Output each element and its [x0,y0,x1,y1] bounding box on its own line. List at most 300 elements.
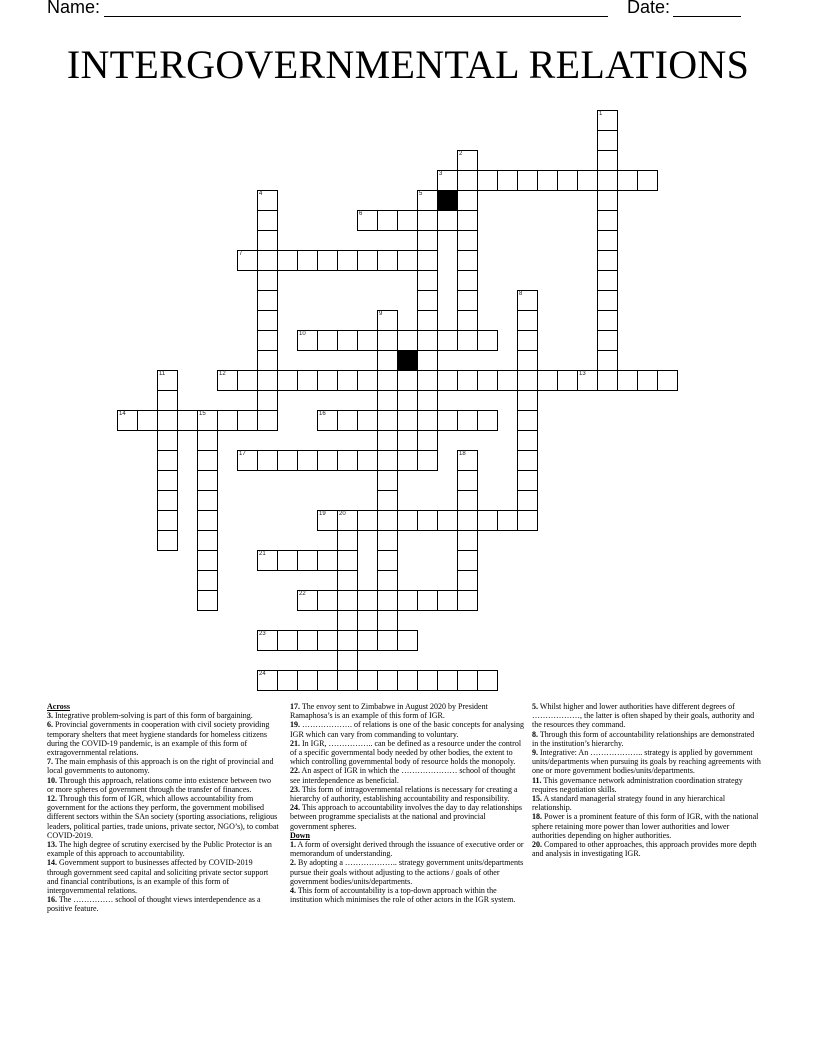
grid-cell[interactable] [437,410,458,431]
grid-cell[interactable] [357,590,378,611]
clue-item [290,886,524,904]
grid-cell[interactable] [297,630,318,651]
grid-cell[interactable] [457,550,478,571]
grid-cell[interactable] [457,270,478,291]
grid-cell[interactable] [477,670,498,691]
grid-cell[interactable] [377,630,398,651]
grid-cell[interactable] [417,590,438,611]
grid-cell[interactable] [257,290,278,311]
grid-cell[interactable] [597,130,618,151]
grid-cell[interactable] [377,490,398,511]
clue-number: 12 [219,371,226,377]
grid-cell[interactable] [417,370,438,391]
grid-cell[interactable] [337,570,358,591]
grid-cell[interactable] [597,170,618,191]
grid-cell[interactable] [457,210,478,231]
grid-cell[interactable] [457,490,478,511]
grid-cell[interactable] [517,350,538,371]
clue-number: 17 [239,451,246,457]
across-heading: Across [47,702,70,711]
grid-cell[interactable] [617,370,638,391]
grid-cell[interactable] [357,250,378,271]
grid-cell[interactable] [297,370,318,391]
grid-cell[interactable] [177,410,198,431]
grid-cell[interactable] [257,250,278,271]
grid-cell[interactable] [597,370,618,391]
grid-cell[interactable] [257,270,278,291]
clue-item-number: 16. [47,895,57,905]
grid-cell[interactable] [377,590,398,611]
grid-cell[interactable] [417,230,438,251]
clue-item-text: Through this form of IGR, which allows accountability from government for the actions they perform, the government mobilised different sectors within the SAn society (sporting associations, religious leaders, political parties, trade unions, private sector, NGO’s), to combat COVID-2019. [47,794,279,840]
grid-cell[interactable] [357,510,378,531]
grid-cell[interactable] [257,230,278,251]
clue-item [532,776,762,794]
clue-item-text: Through this form of accountability relationships are demonstrated in the institution’s hierarchy. [532,729,755,748]
clue-number: 13 [579,371,586,377]
down-clues-part-1 [290,840,524,904]
clue-number: 8 [519,291,523,297]
grid-cell[interactable] [337,590,358,611]
clue-number: 19 [319,511,326,517]
clue-item-number: 11. [532,775,542,785]
grid-cell[interactable] [257,310,278,331]
clue-item [47,840,279,858]
grid-cell[interactable] [257,330,278,351]
grid-cell[interactable] [457,330,478,351]
clue-item-number: 15. [532,794,542,804]
clue-item-number: 14. [47,858,57,868]
puzzle-title: INTERGOVERNMENTAL RELATIONS [66,42,750,87]
grid-cell[interactable] [417,330,438,351]
grid-cell[interactable] [337,650,358,671]
grid-cell[interactable] [657,370,678,391]
grid-cell[interactable] [437,370,458,391]
clue-item-number: 17. [290,702,300,711]
clue-item [290,803,524,831]
grid-cell[interactable] [497,370,518,391]
grid-cell[interactable] [437,590,458,611]
grid-cell[interactable] [377,450,398,471]
grid-cell[interactable] [517,410,538,431]
clue-item-text: This governance network administration coordination strategy requires negotiation skills. [532,775,743,794]
grid-cell[interactable] [597,250,618,271]
clue-item [47,858,279,895]
grid-cell[interactable] [457,410,478,431]
clue-number: 10 [299,331,306,337]
grid-cell[interactable] [437,670,458,691]
grid-cell[interactable] [417,670,438,691]
clue-item-text: A form of oversight derived through the issuance of executive order or memorandum of understanding. [290,840,524,859]
grid-cell[interactable] [317,250,338,271]
grid-cell[interactable] [437,330,458,351]
clue-item-number: 13. [47,840,57,850]
clue-number: 18 [459,451,466,457]
grid-cell[interactable] [637,370,658,391]
clue-number: 9 [379,311,383,317]
clue-item-number: 21. [290,738,300,748]
clues-column-2 [290,702,524,904]
grid-cell[interactable] [397,590,418,611]
clue-item [290,720,524,738]
black-square [397,350,418,371]
clue-item-number: 22. [290,766,300,776]
clue-item [532,702,762,730]
clue-item-number: 3. [47,711,53,721]
clues-column-3 [532,702,762,858]
grid-cell[interactable] [557,370,578,391]
grid-cell[interactable] [397,370,418,391]
clue-item [290,840,524,858]
clue-number: 1 [599,111,603,117]
grid-cell[interactable] [317,450,338,471]
grid-cell[interactable] [397,670,418,691]
clue-number: 15 [199,411,206,417]
grid-cell[interactable] [397,450,418,471]
clue-item-number: 4. [290,886,296,896]
grid-cell[interactable] [597,330,618,351]
grid-cell[interactable] [377,430,398,451]
grid-cell[interactable] [157,510,178,531]
grid-cell[interactable] [417,510,438,531]
grid-cell[interactable] [457,290,478,311]
grid-cell[interactable] [517,310,538,331]
grid-cell[interactable] [417,450,438,471]
grid-cell[interactable] [397,510,418,531]
grid-cell[interactable] [357,410,378,431]
grid-cell[interactable] [417,390,438,411]
grid-cell[interactable] [257,210,278,231]
clue-item [290,766,524,784]
grid-cell[interactable] [417,210,438,231]
grid-cell[interactable] [517,430,538,451]
clue-item-text: Government support to businesses affected by COVID-2019 through government seed capital and soliciting private sector support and financial contributions, is an example of this form of intergovernmental relations. [47,858,269,896]
clue-number: 6 [359,211,363,217]
grid-cell[interactable] [197,590,218,611]
grid-cell[interactable] [417,410,438,431]
clue-item-number: 1. [290,840,296,850]
grid-cell[interactable] [637,170,658,191]
grid-cell[interactable] [457,310,478,331]
grid-cell[interactable] [157,430,178,451]
grid-cell[interactable] [197,470,218,491]
grid-cell[interactable] [397,410,418,431]
grid-cell[interactable] [277,550,298,571]
grid-cell[interactable] [597,230,618,251]
grid-cell[interactable] [157,530,178,551]
clue-item [532,840,762,858]
grid-cell[interactable] [397,210,418,231]
grid-cell[interactable] [297,670,318,691]
grid-cell[interactable] [377,350,398,371]
grid-cell[interactable] [377,370,398,391]
grid-cell[interactable] [277,450,298,471]
clue-item-text: Power is a prominent feature of this form of IGR, with the national sphere retaining more power than lower authorities and lower authorities depending on higher authorities. [532,812,759,840]
grid-cell[interactable] [377,510,398,531]
grid-cell[interactable] [337,410,358,431]
grid-cell[interactable] [617,170,638,191]
grid-cell[interactable] [357,630,378,651]
grid-cell[interactable] [597,310,618,331]
grid-cell[interactable] [377,670,398,691]
grid-cell[interactable] [297,450,318,471]
grid-cell[interactable] [357,670,378,691]
clue-item-number: 12. [47,794,57,804]
clue-number: 11 [159,371,166,377]
grid-cell[interactable] [457,590,478,611]
clue-item [290,739,524,767]
clue-item-number: 7. [47,757,53,767]
grid-cell[interactable] [397,330,418,351]
grid-cell[interactable] [497,510,518,531]
grid-cell[interactable] [337,670,358,691]
grid-cell[interactable] [537,370,558,391]
grid-cell[interactable] [497,170,518,191]
clue-item-text: Whilst higher and lower authorities have different degrees of ………………, the latter is often shaped by their goals, authority and the resources they command. [532,702,755,730]
clue-item-text: The envoy sent to Zimbabwe in August 2020 by President Ramaphosa’s is an example of this form of IGR. [290,702,488,721]
clue-item [290,785,524,803]
name-label: Name: [47,0,101,17]
clue-item-text: This form of intragovernmental relations is necessary for creating a hierarchy of authority, establishing accountability and responsibility. [290,784,518,804]
grid-cell[interactable] [377,250,398,271]
grid-cell[interactable] [257,450,278,471]
clue-item-number: 6. [47,720,53,730]
grid-cell[interactable] [597,190,618,211]
grid-cell[interactable] [517,390,538,411]
clue-item [47,794,279,840]
grid-cell[interactable] [377,390,398,411]
grid-cell[interactable] [457,190,478,211]
grid-cell[interactable] [377,550,398,571]
grid-cell[interactable] [417,250,438,271]
grid-cell[interactable] [197,490,218,511]
grid-cell[interactable] [157,450,178,471]
clue-item-number: 24. [290,803,300,813]
grid-cell[interactable] [277,370,298,391]
grid-cell[interactable] [457,250,478,271]
clue-item [290,702,524,720]
clue-item-number: 23. [290,784,300,794]
grid-cell[interactable] [237,370,258,391]
grid-cell[interactable] [337,550,358,571]
clue-item [290,858,524,886]
clue-item [47,776,279,794]
grid-cell[interactable] [337,250,358,271]
grid-cell[interactable] [377,530,398,551]
grid-cell[interactable] [257,350,278,371]
clue-item [532,794,762,812]
grid-cell[interactable] [157,490,178,511]
grid-cell[interactable] [417,350,438,371]
grid-cell[interactable] [357,370,378,391]
grid-cell[interactable] [197,550,218,571]
grid-cell[interactable] [257,370,278,391]
grid-cell[interactable] [197,510,218,531]
clue-item [532,812,762,840]
grid-cell[interactable] [477,170,498,191]
grid-cell[interactable] [377,570,398,591]
clue-item-text: By adopting a ……………….. strategy government units/departments pursue their goals without adjusting to the actions / goals of other government bodies/units/departments. [290,858,524,886]
across-clues-part-1 [47,711,279,913]
grid-cell[interactable] [377,330,398,351]
grid-cell[interactable] [517,450,538,471]
grid-cell[interactable] [457,570,478,591]
grid-cell[interactable] [457,530,478,551]
clue-item-number: 8. [532,729,538,739]
grid-cell[interactable] [577,170,598,191]
date-label: Date: [627,0,671,17]
clue-number: 23 [259,631,266,637]
grid-cell[interactable] [297,550,318,571]
clue-item [47,895,279,913]
clue-item-text: The high degree of scrutiny exercised by the Public Protector is an example of this approach to accountability. [47,840,272,859]
grid-cell[interactable] [517,170,538,191]
grid-cell[interactable] [397,250,418,271]
clue-item-number: 9. [532,748,538,758]
grid-cell[interactable] [337,630,358,651]
grid-cell[interactable] [237,410,258,431]
clue-item-number: 5. [532,702,538,711]
grid-cell[interactable] [517,470,538,491]
clue-item-number: 20. [532,840,542,850]
grid-cell[interactable] [377,210,398,231]
grid-cell[interactable] [217,410,238,431]
grid-cell[interactable] [597,150,618,171]
clue-item [532,748,762,776]
clue-item-text: Through this approach, relations come into existence between two or more spheres of government through the transfer of finances. [47,775,272,794]
grid-cell[interactable] [317,330,338,351]
down-clues-part-2 [532,702,762,858]
clue-item-text: This approach to accountability involves the day to day relationships between programme specialists at the national and provincial government spheres. [290,803,523,831]
clue-number: 16 [319,411,326,417]
across-clues-part-2 [290,702,524,831]
grid-cell[interactable] [437,210,458,231]
grid-cell[interactable] [417,270,438,291]
clue-item [532,730,762,748]
grid-cell[interactable] [137,410,158,431]
clue-item-number: 19. [290,720,300,730]
grid-cell[interactable] [197,430,218,451]
clue-item-text: Integrative: An ……………….. strategy is applied by government units/departments when pursuing its goals by reaching agreements with one or more government bodies/units/departments. [532,748,761,776]
grid-cell[interactable] [517,510,538,531]
grid-cell[interactable] [277,670,298,691]
clue-item-number: 10. [47,775,57,785]
grid-cell[interactable] [157,410,178,431]
grid-cell[interactable] [277,250,298,271]
grid-cell[interactable] [457,230,478,251]
clues-column-1 [47,702,279,914]
grid-cell[interactable] [377,410,398,431]
grid-cell[interactable] [197,530,218,551]
grid-cell[interactable] [597,290,618,311]
clue-item-text: ………………. of relations is one of the basic concepts for analysing IGR which can vary from commanding to voluntary. [290,720,524,739]
clue-number: 3 [439,171,443,177]
clue-number: 20 [339,511,346,517]
clue-item-text: An aspect of IGR in which the ………………… school of thought see interdependence as beneficial. [290,766,516,785]
clue-item [47,720,279,757]
grid-cell[interactable] [477,370,498,391]
clue-item-text: This form of accountability is a top-down approach within the institution which minimises the role of other actors in the IGR system. [290,886,516,905]
clue-number: 5 [419,191,423,197]
grid-cell[interactable] [337,610,358,631]
grid-cell[interactable] [457,670,478,691]
grid-cell[interactable] [317,590,338,611]
grid-cell[interactable] [337,530,358,551]
grid-cell[interactable] [417,430,438,451]
grid-cell[interactable] [457,170,478,191]
grid-cell[interactable] [477,510,498,531]
grid-cell[interactable] [537,170,558,191]
clue-number: 22 [299,591,306,597]
clue-item-number: 2. [290,858,296,868]
grid-cell[interactable] [457,470,478,491]
grid-cell[interactable] [597,210,618,231]
clue-item-number: 18. [532,812,542,822]
clue-item-text: Provincial governments in cooperation with civil society providing temporary shelters that meet hygiene standards for homeless citizens during the COVID-19 pandemic, is an example of this form of extragovernmental relations. [47,720,270,758]
grid-cell[interactable] [257,390,278,411]
grid-cell[interactable] [317,630,338,651]
grid-cell[interactable] [417,290,438,311]
grid-cell[interactable] [437,510,458,531]
clue-item-text: Compared to other approaches, this approach provides more depth and analysis in investigating IGR. [532,840,757,859]
clue-number: 4 [259,191,263,197]
grid-cell[interactable] [517,330,538,351]
grid-cell[interactable] [277,630,298,651]
clue-number: 2 [459,151,463,157]
grid-cell[interactable] [377,470,398,491]
clue-item-text: Integrative problem-solving is part of this form of bargaining. [53,711,253,721]
black-square [437,190,458,211]
clue-item [47,711,279,720]
grid-cell[interactable] [557,170,578,191]
grid-cell[interactable] [457,370,478,391]
grid-cell[interactable] [357,330,378,351]
grid-cell[interactable] [597,270,618,291]
grid-cell[interactable] [197,450,218,471]
grid-cell[interactable] [317,370,338,391]
grid-cell[interactable] [357,450,378,471]
grid-cell[interactable] [197,570,218,591]
clue-item-text: The …………… school of thought views interdependence as a positive feature. [47,895,261,914]
clue-item [47,757,279,775]
grid-cell[interactable] [157,470,178,491]
grid-cell[interactable] [597,350,618,371]
grid-cell[interactable] [517,490,538,511]
grid-cell[interactable] [477,410,498,431]
clue-number: 21 [259,551,266,557]
grid-cell[interactable] [337,330,358,351]
clue-number: 24 [259,671,266,677]
down-heading: Down [290,830,311,840]
clue-item-text: In IGR, …………….. can be defined as a resource under the control of a specific governmental body needed by other bodies, the extent to which controlling governmental body of resource holds the monopoly. [290,738,522,767]
grid-cell[interactable] [157,390,178,411]
clue-item-text: A standard managerial strategy found in any hierarchical relationship. [532,794,726,813]
grid-cell[interactable] [477,330,498,351]
grid-cell[interactable] [457,510,478,531]
grid-cell[interactable] [397,630,418,651]
grid-cell[interactable] [417,310,438,331]
grid-cell[interactable] [317,550,338,571]
grid-cell[interactable] [317,670,338,691]
grid-cell[interactable] [337,370,358,391]
grid-cell[interactable] [517,370,538,391]
grid-cell[interactable] [377,610,398,631]
clue-item-text: The main emphasis of this approach is on the right of provincial and local governments to autonomy. [47,757,274,776]
grid-cell[interactable] [297,250,318,271]
grid-cell[interactable] [337,450,358,471]
grid-cell[interactable] [257,410,278,431]
clue-number: 7 [239,251,243,257]
